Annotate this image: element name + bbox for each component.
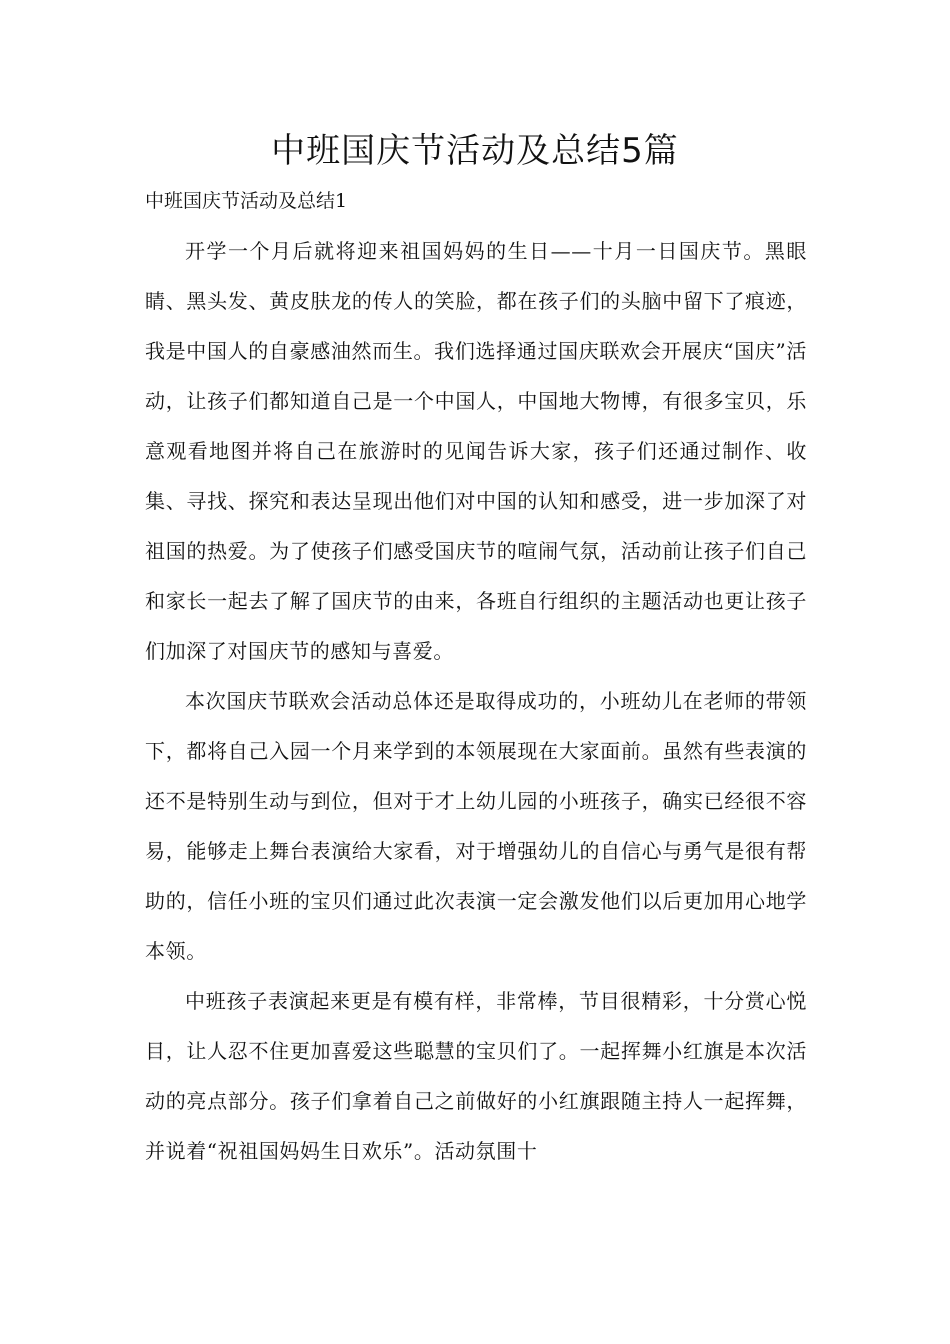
paragraph-3: 中班孩子表演起来更是有模有样，非常棒，节目很精彩，十分赏心悦目，让人忍不住更加喜爱这些聪慧的宝贝们了。一起挥舞小红旗是本次活动的亮点部分。孩子们拿着自己之前做好的小红旗跟随主持人一起挥舞，并说着“祝祖国妈妈生日欢乐”。活动氛围十 (145, 989, 807, 1163)
section-heading: 中班国庆节活动及总结1 (145, 190, 348, 212)
document-body (145, 226, 807, 1176)
paragraph-1: 开学一个月后就将迎来祖国妈妈的生日——十月一日国庆节。黑眼睛、黑头发、黄皮肤龙的传人的笑脸，都在孩子们的头脑中留下了痕迹，我是中国人的自豪感油然而生。我们选择通过国庆联欢会开展庆“国庆”活动，让孩子们都知道自己是一个中国人，中国地大物博，有很多宝贝，乐意观看地图并将自己在旅游时的见闻告诉大家，孩子们还通过制作、收集、寻找、探究和表达呈现出他们对中国的认知和感受，进一步加深了对祖国的热爱。为了使孩子们感受国庆节的喧闹气氛，活动前让孩子们自己和家长一起去了解了国庆节的由来，各班自行组织的主题活动也更让孩子们加深了对国庆节的感知与喜爱。 (145, 239, 807, 663)
paragraph-2: 本次国庆节联欢会活动总体还是取得成功的，小班幼儿在老师的带领下，都将自己入园一个月来学到的本领展现在大家面前。虽然有些表演的还不是特别生动与到位，但对于才上幼儿园的小班孩子，确实已经很不容易，能够走上舞台表演给大家看，对于增强幼儿的自信心与勇气是很有帮助的，信任小班的宝贝们通过此次表演一定会激发他们以后更加用心地学本领。 (145, 689, 807, 963)
document-title: 中班国庆节活动及总结5篇 (271, 131, 679, 171)
